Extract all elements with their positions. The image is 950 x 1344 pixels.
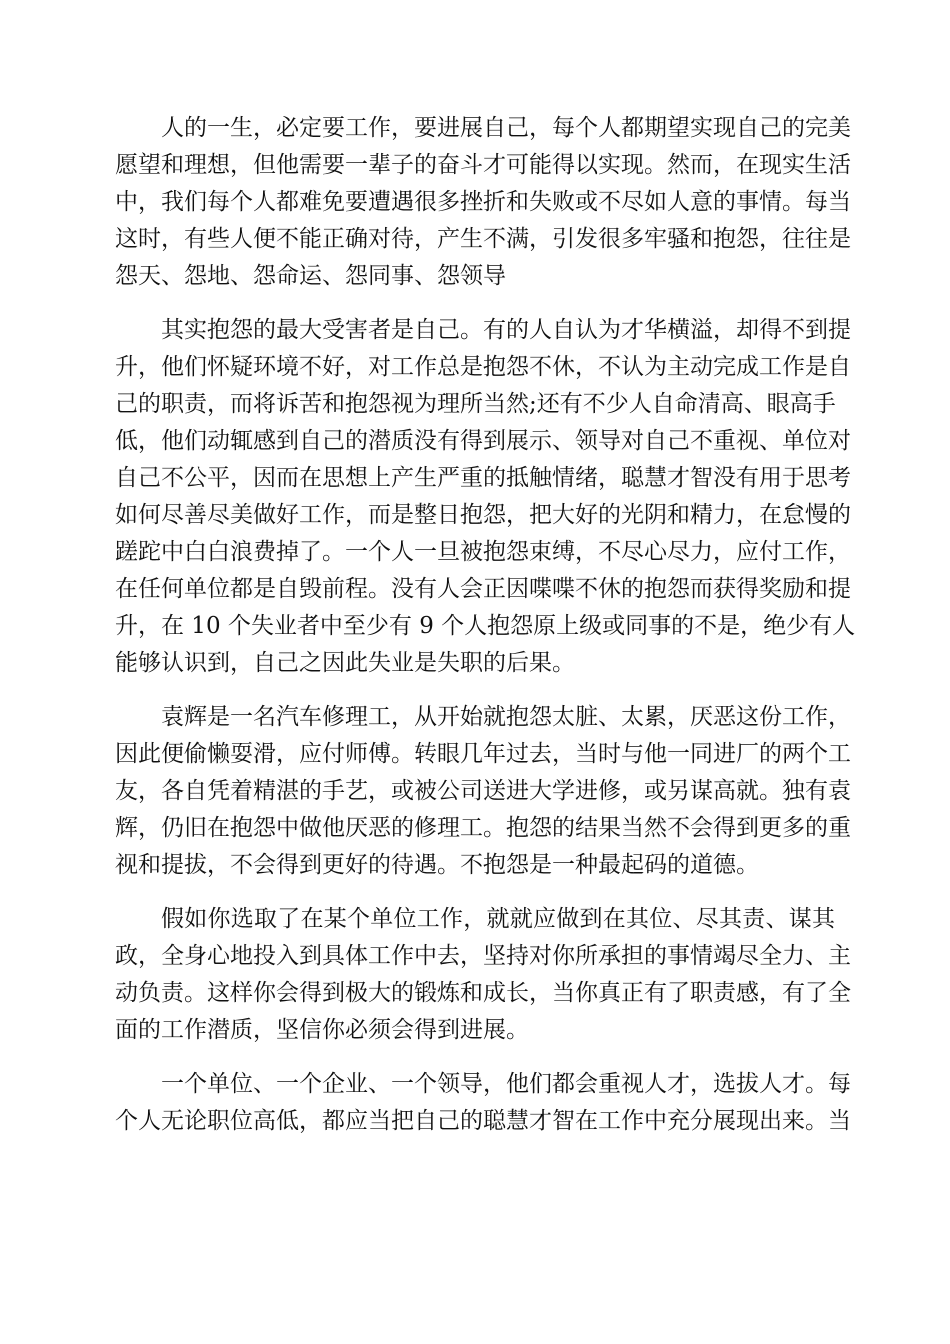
text-line: 一个单位、一个企业、一个领导，他们都会重视人才，选拔人才。每 bbox=[161, 1071, 851, 1097]
paragraph-1 bbox=[115, 110, 851, 295]
text-line: 假如你选取了在某个单位工作，就就应做到在其位、尽其责、谋其 bbox=[161, 906, 835, 932]
paragraph-5 bbox=[115, 1066, 851, 1140]
text-line: 能够认识到，自己之因此失业是失职的后果。 bbox=[115, 650, 575, 676]
text-line: 升，在 10 个失业者中至少有 9 个人抱怨原上级或同事的不是，绝少有人 bbox=[115, 613, 856, 639]
text-line: 低，他们动辄感到自己的潜质没有得到展示、领导对自己不重视、单位对 bbox=[115, 428, 851, 454]
text-line: 中，我们每个人都难免要遭遇很多挫折和失败或不尽如人意的事情。每当 bbox=[115, 189, 851, 215]
text-line: 其实抱怨的最大受害者是自己。有的人自认为才华横溢，却得不到提 bbox=[161, 317, 851, 343]
text-line: 政，全身心地投入到具体工作中去，坚持对你所承担的事情竭尽全力、主 bbox=[115, 943, 851, 969]
text-line: 袁辉是一名汽车修理工，从开始就抱怨太脏、太累，厌恶这份工作， bbox=[161, 704, 851, 730]
document-page bbox=[115, 110, 856, 1157]
text-line: 友，各自凭着精湛的手艺，或被公司送进大学进修，或另谋高就。独有袁 bbox=[115, 778, 851, 804]
paragraph-3 bbox=[115, 699, 851, 884]
text-line: 动负责。这样你会得到极大的锻炼和成长，当你真正有了职责感，有了全 bbox=[115, 980, 851, 1006]
text-line: 视和提拔，不会得到更好的待遇。不抱怨是一种最起码的道德。 bbox=[115, 852, 759, 878]
text-line: 在任何单位都是自毁前程。没有人会正因喋喋不休的抱怨而获得奖励和提 bbox=[115, 576, 851, 602]
text-line: 自己不公平，因而在思想上产生严重的抵触情绪，聪慧才智没有用于思考 bbox=[115, 465, 851, 491]
text-line: 愿望和理想，但他需要一辈子的奋斗才可能得以实现。然而，在现实生活 bbox=[115, 152, 851, 178]
text-line: 己的职责，而将诉苦和抱怨视为理所当然;还有不少人自命清高、眼高手 bbox=[115, 391, 836, 417]
text-line: 这时，有些人便不能正确对待，产生不满，引发很多牢骚和抱怨，往往是 bbox=[115, 226, 851, 252]
text-line: 因此便偷懒耍滑，应付师傅。转眼几年过去，当时与他一同进厂的两个工 bbox=[115, 741, 851, 767]
text-line: 个人无论职位高低，都应当把自己的聪慧才智在工作中充分展现出来。当 bbox=[115, 1108, 851, 1134]
paragraph-2 bbox=[115, 312, 856, 682]
text-line: 辉，仍旧在抱怨中做他厌恶的修理工。抱怨的结果当然不会得到更多的重 bbox=[115, 815, 851, 841]
text-line: 升，他们怀疑环境不好，对工作总是抱怨不休，不认为主动完成工作是自 bbox=[115, 354, 851, 380]
text-line: 怨天、怨地、怨命运、怨同事、怨领导 bbox=[115, 263, 506, 289]
text-line: 如何尽善尽美做好工作，而是整日抱怨，把大好的光阴和精力，在怠慢的 bbox=[115, 502, 851, 528]
paragraph-4 bbox=[115, 901, 851, 1049]
text-line: 人的一生，必定要工作，要进展自己，每个人都期望实现自己的完美 bbox=[161, 115, 851, 141]
text-line: 面的工作潜质，坚信你必须会得到进展。 bbox=[115, 1017, 529, 1043]
text-line: 蹉跎中白白浪费掉了。一个人一旦被抱怨束缚，不尽心尽力，应付工作， bbox=[115, 539, 851, 565]
